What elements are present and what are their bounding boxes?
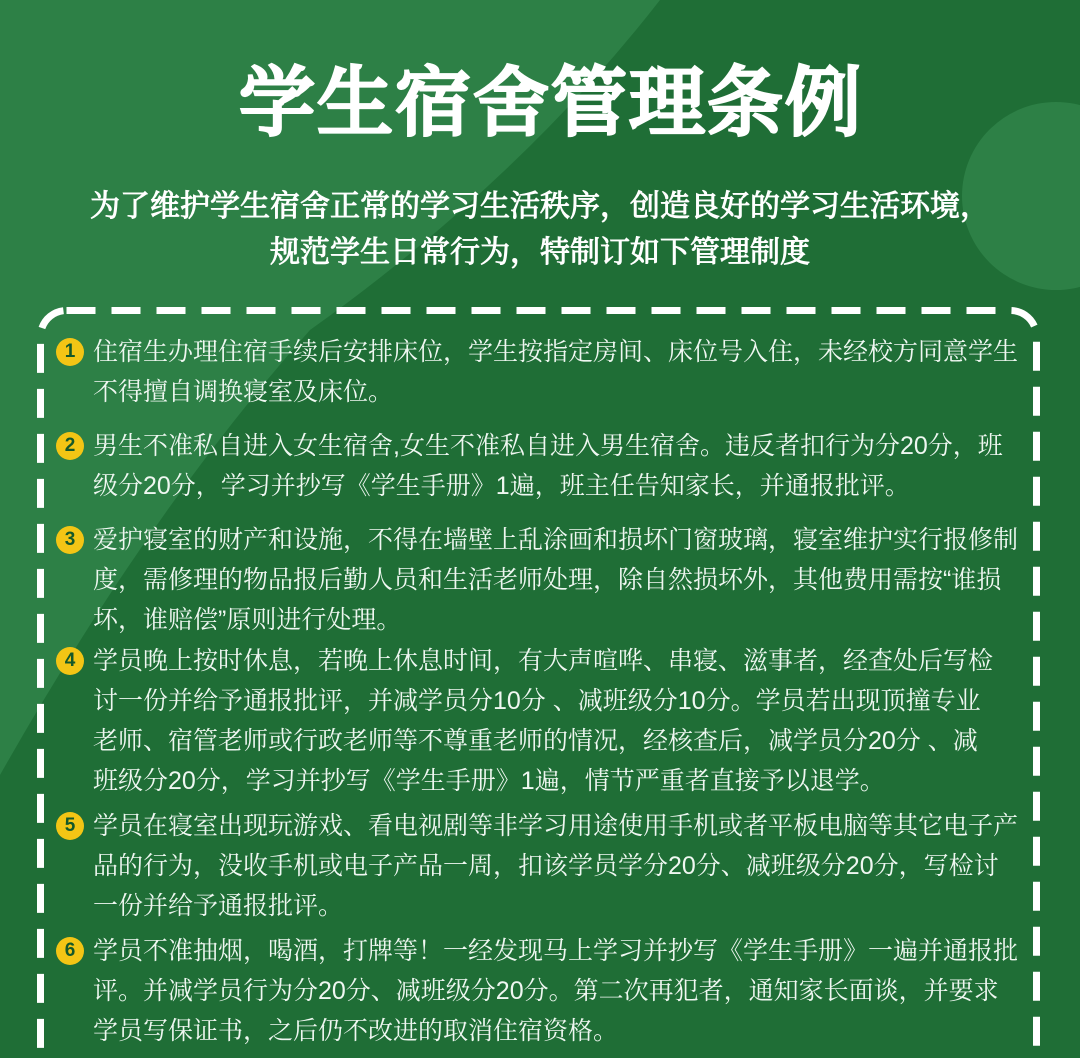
page-subtitle: [0, 184, 1080, 276]
rule-item-6: [56, 931, 1018, 1051]
rule-line: 班级分20分，学习并抄写《学生手册》1遍，情节严重者直接予以退学。: [93, 767, 885, 795]
rule-number-badge: 5: [56, 812, 84, 840]
rule-text: [93, 931, 1018, 1051]
page-title: 学生宿舍管理条例: [239, 61, 863, 146]
rule-line: 住宿生办理住宿手续后安排床位，学生按指定房间、床位号入住，未经校方同意学生: [93, 338, 1019, 366]
rule-line: 一份并给予通报批评。: [93, 892, 344, 920]
rule-line: 学员写保证书，之后仍不改进的取消住宿资格。: [93, 1017, 619, 1045]
rule-number-badge: 2: [56, 432, 84, 460]
rule-line: 男生不准私自进入女生宿舍,女生不准私自进入男生宿舍。违反者扣行为分20分，班: [93, 432, 1003, 460]
rule-line: 学员不准抽烟，喝酒，打牌等！一经发现马上学习并抄写《学生手册》一遍并通报批: [93, 937, 1019, 965]
rule-line: 讨一份并给予通报批评，并减学员分10分 、减班级分10分。学员若出现顶撞专业: [93, 687, 981, 715]
rule-number-badge: 3: [56, 526, 84, 554]
rule-line: 坏，谁赔偿”原则进行处理。: [93, 606, 402, 634]
rule-number-badge: 6: [56, 937, 84, 965]
rule-line: 品的行为，没收手机或电子产品一周，扣该学员学分20分、减班级分20分，写检讨: [93, 852, 999, 880]
rule-line: 爱护寝室的财产和设施，不得在墙壁上乱涂画和损坏门窗玻璃，寝室维护实行报修制: [93, 526, 1019, 554]
rule-text: [93, 641, 993, 801]
rule-line: 老师、宿管老师或行政老师等不尊重老师的情况，经核查后，减学员分20分 、减: [93, 727, 978, 755]
rule-item-2: [56, 426, 1003, 506]
rule-number-badge: 4: [56, 647, 84, 675]
rule-text: [93, 426, 1003, 506]
rule-line: 学员在寝室出现玩游戏、看电视剧等非学习用途使用手机或者平板电脑等其它电子产: [93, 812, 1019, 840]
rule-line: 度，需修理的物品报后勤人员和生活老师处理，除自然损坏外，其他费用需按“谁损: [93, 566, 1002, 594]
rule-line: 不得擅自调换寝室及床位。: [93, 378, 394, 406]
rule-item-4: [56, 641, 993, 801]
rule-text: [93, 806, 1018, 926]
rule-line: 评。并减学员行为分20分、减班级分20分。第二次再犯者，通知家长面谈，并要求: [93, 977, 999, 1005]
rule-item-3: [56, 520, 1018, 640]
rule-item-5: [56, 806, 1018, 926]
rule-line: 级分20分，学习并抄写《学生手册》1遍，班主任告知家长，并通报批评。: [93, 472, 910, 500]
subtitle-line: 规范学生日常行为，特制订如下管理制度: [270, 236, 810, 269]
rule-text: [93, 520, 1018, 640]
subtitle-line: 为了维护学生宿舍正常的学习生活秩序，创造良好的学习生活环境，: [90, 190, 990, 223]
rule-line: 学员晚上按时休息，若晚上休息时间，有大声喧哗、串寝、滋事者，经查处后写检: [93, 647, 994, 675]
rule-item-1: [56, 332, 1018, 412]
rule-number-badge: 1: [56, 338, 84, 366]
rule-text: [93, 332, 1018, 412]
